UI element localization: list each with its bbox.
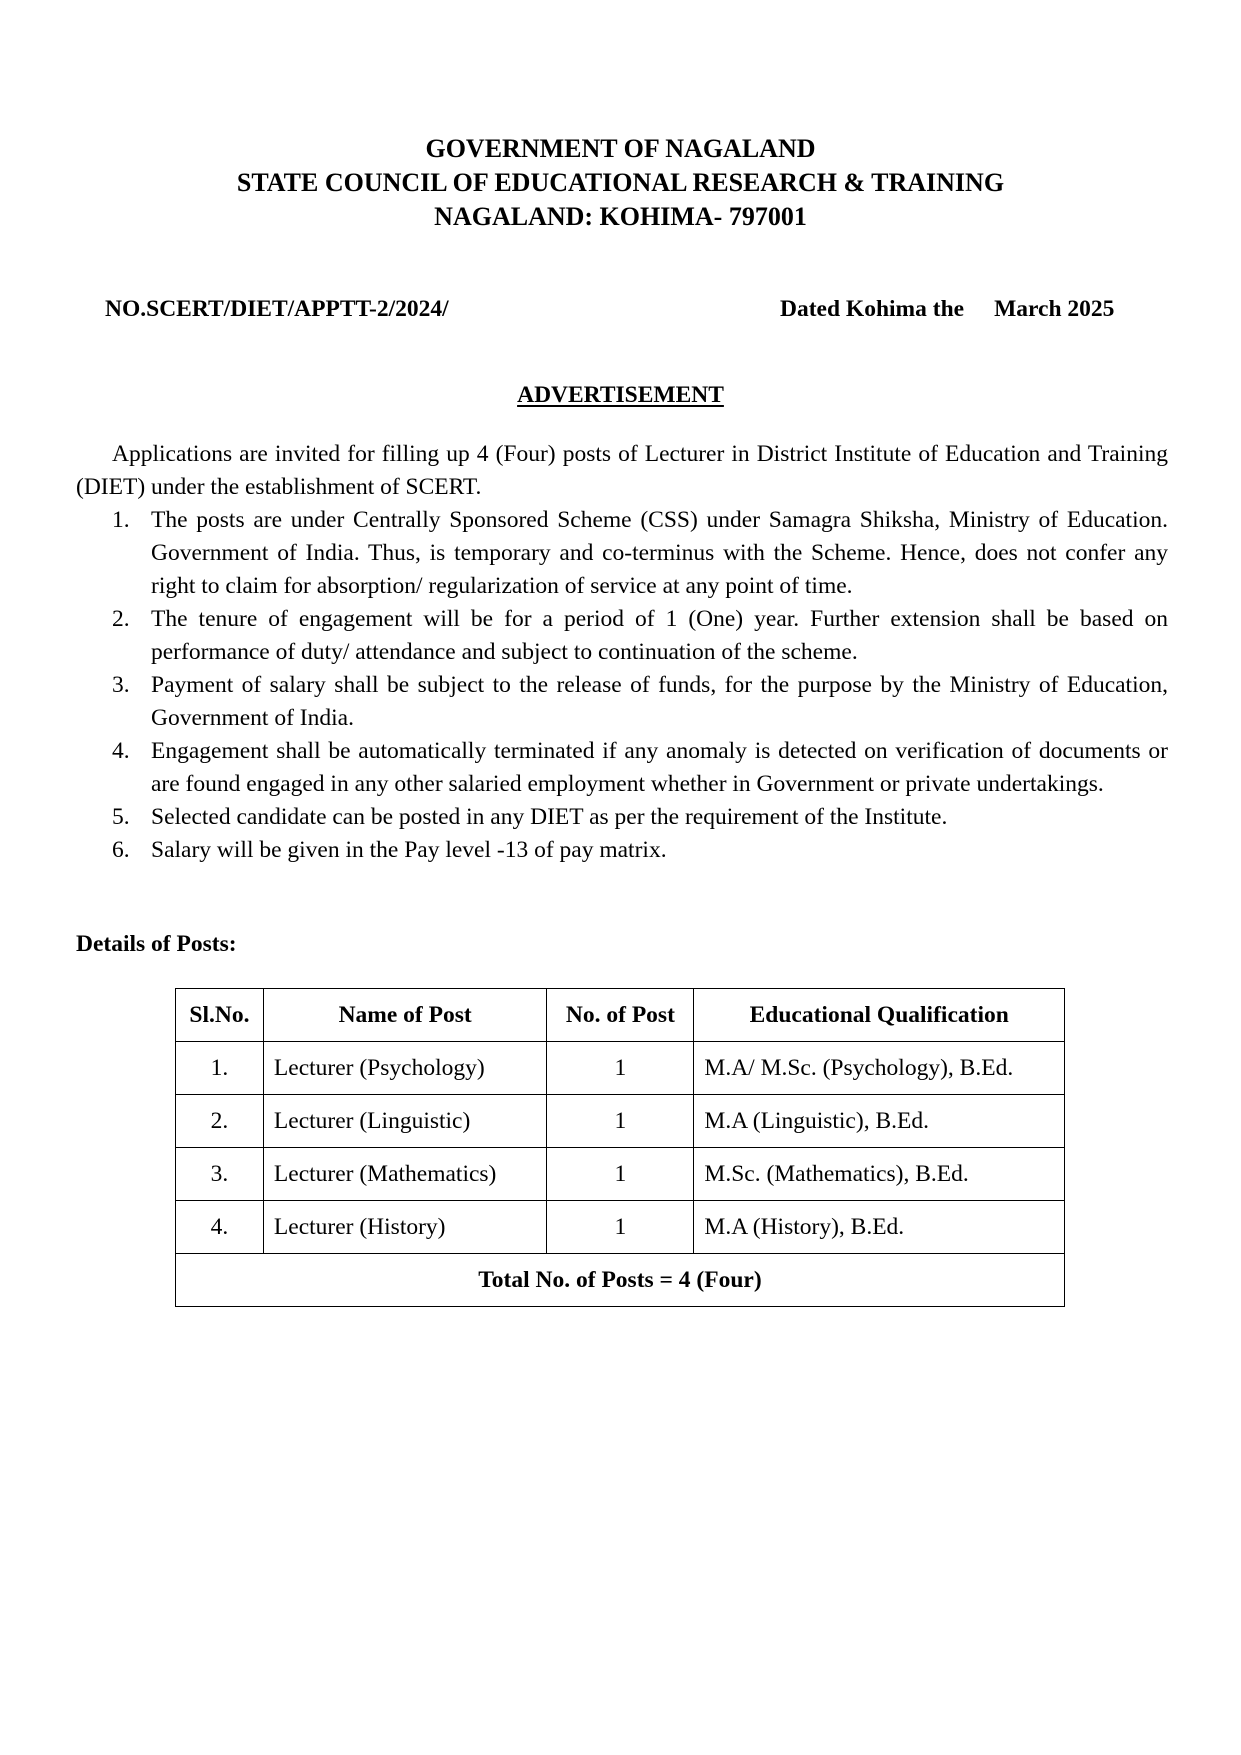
condition-item	[76, 834, 1168, 867]
cell-qualification: M.A/ M.Sc. (Psychology), B.Ed.	[694, 1042, 1065, 1095]
condition-item	[76, 669, 1168, 735]
header-sl-no: Sl.No.	[176, 989, 264, 1042]
table-row	[176, 1042, 1065, 1095]
posts-table	[175, 988, 1065, 1307]
header-qualification: Educational Qualification	[694, 989, 1065, 1042]
condition-number: 5.	[112, 804, 130, 830]
condition-number: 1.	[112, 507, 130, 533]
condition-item	[76, 735, 1168, 801]
condition-number: 4.	[112, 738, 130, 764]
condition-text: Engagement shall be automatically terminated if any anomaly is detected on verification of documents or are found engaged in any other salaried employment whether in Government or private undertakings.	[151, 738, 1168, 797]
dated-line	[780, 296, 1114, 323]
cell-sl-no: 3.	[176, 1148, 264, 1201]
cell-post-count: 1	[547, 1042, 694, 1095]
details-of-posts-label: Details of Posts:	[76, 931, 237, 957]
condition-number: 3.	[112, 672, 130, 698]
cell-sl-no: 2.	[176, 1095, 264, 1148]
intro-paragraph: Applications are invited for filling up 4 (Four) posts of Lecturer in District Institute of Education and Training (DIET) under the establishment of SCERT.	[76, 441, 1168, 500]
cell-sl-no: 4.	[176, 1201, 264, 1254]
cell-post-count: 1	[547, 1201, 694, 1254]
header-name-of-post: Name of Post	[263, 989, 547, 1042]
condition-text: The posts are under Centrally Sponsored Scheme (CSS) under Samagra Shiksha, Ministry of Education. Government of India. Thus, is temporary and co-terminus with the Scheme. Hence, does not confer any right to claim for absorption/ regularization of service at any point of time.	[151, 507, 1168, 599]
header-no-of-post: No. of Post	[547, 989, 694, 1042]
table-header-row	[176, 989, 1065, 1042]
condition-item	[76, 504, 1168, 603]
cell-qualification: M.Sc. (Mathematics), B.Ed.	[694, 1148, 1065, 1201]
condition-number: 2.	[112, 606, 130, 632]
reference-number: NO.SCERT/DIET/APPTT-2/2024/	[105, 296, 449, 322]
condition-text: Salary will be given in the Pay level -13 of pay matrix.	[151, 837, 667, 863]
condition-text: The tenure of engagement will be for a period of 1 (One) year. Further extension shall be based on performance of duty/ attendance and subject to continuation of the scheme.	[151, 606, 1168, 665]
condition-text: Payment of salary shall be subject to the release of funds, for the purpose by the Ministry of Education, Government of India.	[151, 672, 1168, 731]
total-posts: Total No. of Posts = 4 (Four)	[176, 1254, 1065, 1307]
letterhead	[0, 132, 1241, 234]
cell-qualification: M.A (Linguistic), B.Ed.	[694, 1095, 1065, 1148]
cell-post-count: 1	[547, 1148, 694, 1201]
cell-post-name: Lecturer (History)	[263, 1201, 547, 1254]
cell-post-name: Lecturer (Psychology)	[263, 1042, 547, 1095]
dated-month: March 2025	[994, 296, 1115, 322]
table-row	[176, 1148, 1065, 1201]
condition-number: 6.	[112, 837, 130, 863]
cell-post-count: 1	[547, 1095, 694, 1148]
cell-qualification: M.A (History), B.Ed.	[694, 1201, 1065, 1254]
advertisement-title: ADVERTISEMENT	[517, 382, 724, 408]
table-row	[176, 1201, 1065, 1254]
condition-text: Selected candidate can be posted in any DIET as per the requirement of the Institute.	[151, 804, 948, 830]
dated-prefix: Dated Kohima the	[780, 296, 965, 322]
letterhead-line-1: GOVERNMENT OF NAGALAND	[425, 134, 816, 163]
conditions-list	[76, 504, 1168, 867]
cell-post-name: Lecturer (Linguistic)	[263, 1095, 547, 1148]
condition-item	[76, 603, 1168, 669]
condition-item	[76, 801, 1168, 834]
table-row	[176, 1095, 1065, 1148]
letterhead-line-3: NAGALAND: KOHIMA- 797001	[434, 202, 807, 231]
cell-post-name: Lecturer (Mathematics)	[263, 1148, 547, 1201]
table-total-row	[176, 1254, 1065, 1307]
cell-sl-no: 1.	[176, 1042, 264, 1095]
letterhead-line-2: STATE COUNCIL OF EDUCATIONAL RESEARCH & TRAINING	[236, 168, 1005, 197]
